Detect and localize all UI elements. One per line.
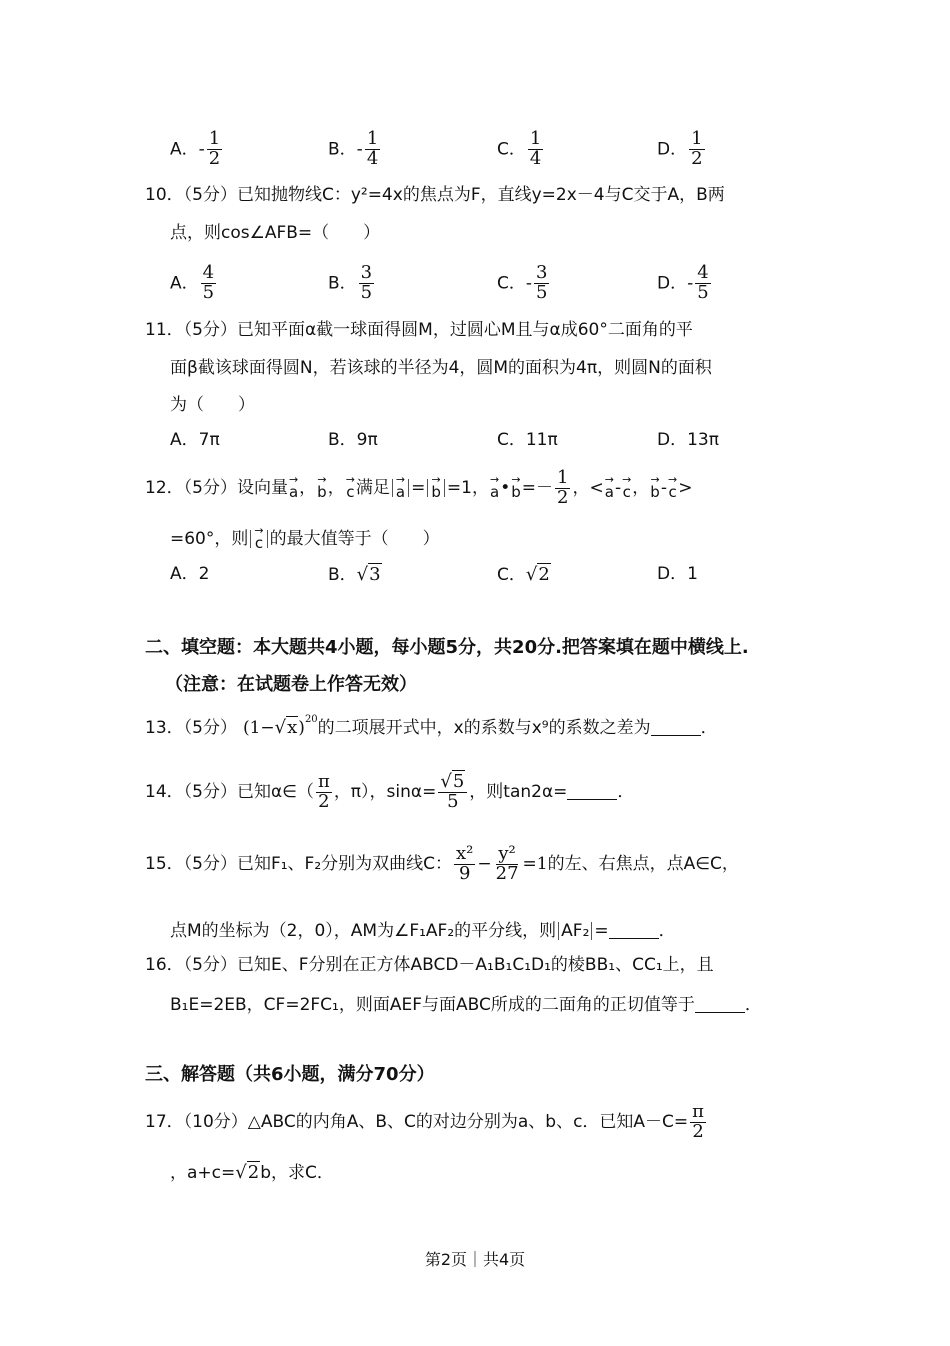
q12-option-a: A．2 (170, 564, 210, 584)
q10-option-b: B． $\frac{3}{5}$ (328, 262, 373, 303)
q11-line3: 为（ ） (170, 395, 255, 415)
q12-line2: =60°，则 → c 的最大值等于（ ） (170, 524, 440, 552)
q11-line1: 11．（5分）已知平面α截一球面得圆M，过圆心M且与α成60°二面角的平 (145, 320, 693, 340)
q9-option-a: A．- $\frac{1}{2}$ (170, 128, 221, 169)
q14-answer-blank[interactable] (567, 785, 617, 800)
section2-note: （注意：在试题卷上作答无效） (165, 674, 417, 695)
section3-heading: 三、解答题（共6小题，满分70分） (145, 1064, 435, 1085)
q12-option-b: B．√3 (328, 564, 381, 585)
q10-option-a: A． $\frac{4}{5}$ (170, 262, 215, 303)
q12-option-d: D．1 (657, 564, 698, 584)
q9-option-b: B．- $\frac{1}{4}$ (328, 128, 379, 169)
vector-b: → b (317, 473, 327, 501)
q9-option-d: D． $\frac{1}{2}$ (657, 128, 703, 169)
section2-heading: 二、填空题：本大题共4小题，每小题5分，共20分.把答案填在题中横线上. (145, 637, 749, 658)
q11-option-c: C．11π (497, 430, 558, 450)
q15-answer-blank[interactable] (609, 924, 659, 939)
q14-line: 14．（5分）已知α∈（ $\frac{\pi}{2}$ ，π），sinα= $\frac{√5}{5}$ ，则tan2α= ． (145, 770, 635, 812)
q15-line1: 15．（5分）已知F₁、F₂分别为双曲线C： $\frac{\text{x²}}{9}$ − $\frac{\text{y²}}{27}$ =1 的左、右焦点，点A∈C， (145, 842, 739, 884)
q11-line2: 面β截该球面得圆N，若该球的半径为4，圆M的面积为4π，则圆N的面积 (170, 358, 712, 378)
q11-option-b: B．9π (328, 430, 378, 450)
q9-option-c: C． $\frac{1}{4}$ (497, 128, 542, 169)
q15-line2: 点M的坐标为（2，0），AM为∠F₁AF₂的平分线，则 AF₂ = ． (170, 920, 676, 941)
q16-answer-blank[interactable] (695, 998, 745, 1013)
q11-option-d: D．13π (657, 430, 719, 450)
q17-line2: ，a+c= √2 b，求C． (170, 1162, 334, 1183)
q17-line1: 17．（10分）△ABC的内角A、B、C的对边分别为a、b、c．已知A－C= $\frac{\pi}{2}$ (145, 1100, 705, 1142)
q13-answer-blank[interactable] (651, 721, 701, 736)
vector-a: → a (288, 473, 299, 501)
vector-c: → c (345, 473, 355, 501)
q10-option-c: C．- $\frac{3}{5}$ (497, 262, 548, 303)
q16-line1: 16．（5分）已知E、F分别在正方体ABCD－A₁B₁C₁D₁的棱BB₁、CC₁上，且 (145, 955, 714, 975)
q16-line2: B₁E=2EB，CF=2FC₁，则面AEF与面ABC所成的二面角的正切值等于 ． (170, 994, 762, 1015)
q10-line2: 点，则cos∠AFB=（ ） (170, 223, 381, 243)
q10-option-d: D．- $\frac{4}{5}$ (657, 262, 709, 303)
q12-option-c: C．√2 (497, 564, 550, 585)
q11-option-a: A．7π (170, 430, 220, 450)
page-footer: 第2页｜共4页 (424, 1250, 526, 1269)
q13-line: 13．（5分） (1−√x) $^{20}$ 的二项展开式中，x的系数与x⁹的系数之差为 ． (145, 714, 718, 738)
q12-line1: 12．（5分）设向量 → a ， → b ， → c 满足 → a = → b =1， → a • → b =－ $\frac{1}{2}$ ，< → a - → c ， → b - → c > (145, 466, 693, 508)
q10-line1: 10．（5分）已知抛物线C：y²=4x的焦点为F，直线y=2x－4与C交于A，B两 (145, 185, 725, 205)
